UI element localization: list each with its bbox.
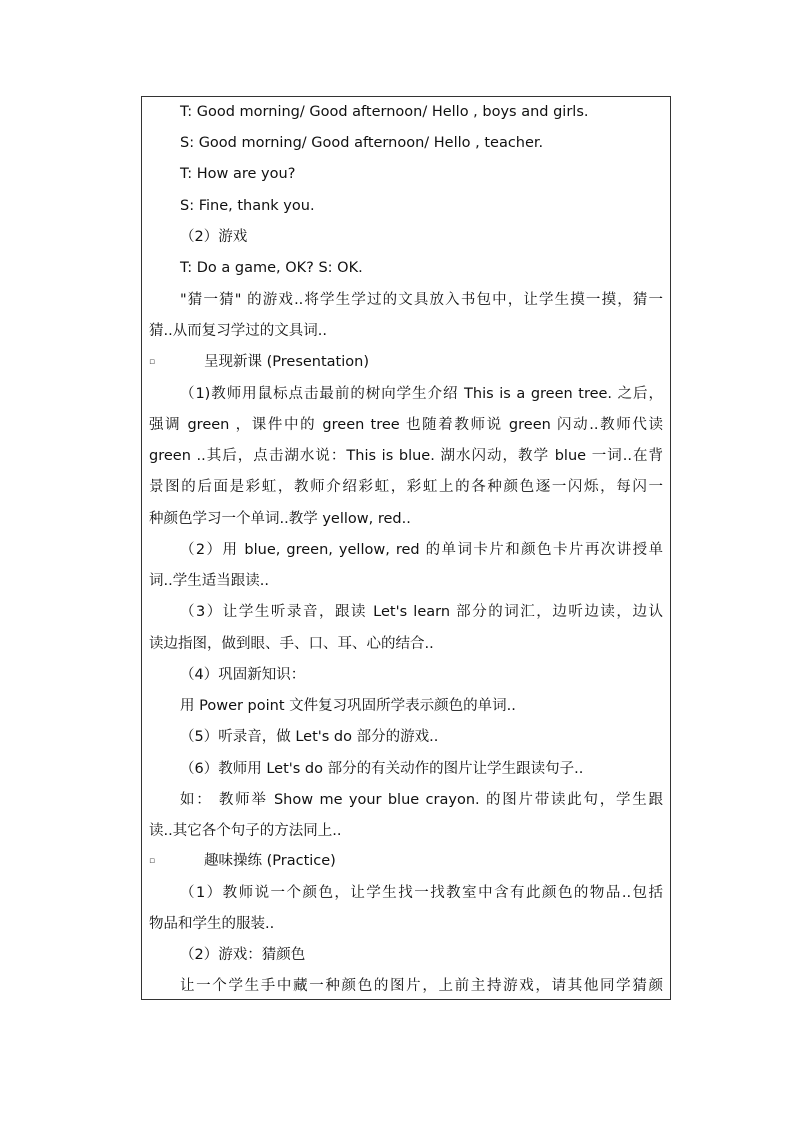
dialogue-line: S: Fine, thank you.: [180, 198, 315, 214]
dialogue-line: T: How are you?: [180, 166, 296, 182]
bullet-icon: ▫: [149, 856, 156, 866]
paragraph-line: 猜..从而复习学过的文具词..: [149, 323, 327, 339]
paragraph-line: 读边指图，做到眼、手、口、耳、心的结合..: [149, 636, 434, 652]
dialogue-line: T: Good morning/ Good afternoon/ Hello , boys and girls.: [180, 104, 589, 120]
paragraph-line: 强调 green ，课件中的 green tree 也随着教师说 green 闪动..教师代读: [149, 417, 663, 433]
paragraph-line: （5）听录音，做 Let's do 部分的游戏..: [180, 729, 439, 745]
paragraph-line: 种颜色学习一个单词..教学 yellow, red..: [149, 511, 411, 527]
subsection-heading: （2）游戏: [180, 229, 248, 245]
paragraph-line: 用 Power point 文件复习巩固所学表示颜色的单词..: [180, 698, 516, 714]
paragraph-line: 读..其它各个句子的方法同上..: [149, 823, 342, 839]
paragraph-line: 词..学生适当跟读..: [149, 573, 269, 589]
paragraph-line: 物品和学生的服装..: [149, 916, 275, 932]
section-heading-presentation: 呈现新课 (Presentation): [204, 354, 369, 370]
paragraph-line: （2）用 blue, green, yellow, red 的单词卡片和颜色卡片再次讲授单: [180, 542, 663, 558]
paragraph-line: （6）教师用 Let's do 部分的有关动作的图片让学生跟读句子..: [180, 761, 584, 777]
paragraph-line: （1)教师用鼠标点击最前的树向学生介绍 This is a green tree. 之后，: [180, 386, 663, 402]
subsection-heading: （2）游戏：猜颜色: [180, 947, 306, 963]
dialogue-line: S: Good morning/ Good afternoon/ Hello , teacher.: [180, 135, 544, 151]
paragraph-line: （3）让学生听录音，跟读 Let's learn 部分的词汇，边听边读，边认: [180, 604, 663, 620]
paragraph-line: 景图的后面是彩虹，教师介绍彩虹，彩虹上的各种颜色逐一闪烁，每闪一: [149, 479, 663, 495]
dialogue-line: T: Do a game, OK? S: OK.: [180, 260, 363, 276]
section-heading-practice: 趣味操练 (Practice): [204, 853, 336, 869]
bullet-icon: ▫: [149, 357, 156, 367]
paragraph-line: "猜一猜" 的游戏..将学生学过的文具放入书包中，让学生摸一摸，猜一: [180, 292, 663, 308]
paragraph-line: （4）巩固新知识：: [180, 667, 306, 683]
paragraph-line: （1）教师说一个颜色，让学生找一找教室中含有此颜色的物品..包括: [180, 885, 663, 901]
paragraph-line: 如： 教师举 Show me your blue crayon. 的图片带读此句，学生跟: [180, 792, 663, 808]
paragraph-line: green ..其后，点击湖水说：This is blue. 湖水闪动，教学 blue 一词..在背: [149, 448, 663, 464]
paragraph-line: 让一个学生手中藏一种颜色的图片，上前主持游戏，请其他同学猜颜: [180, 978, 663, 994]
